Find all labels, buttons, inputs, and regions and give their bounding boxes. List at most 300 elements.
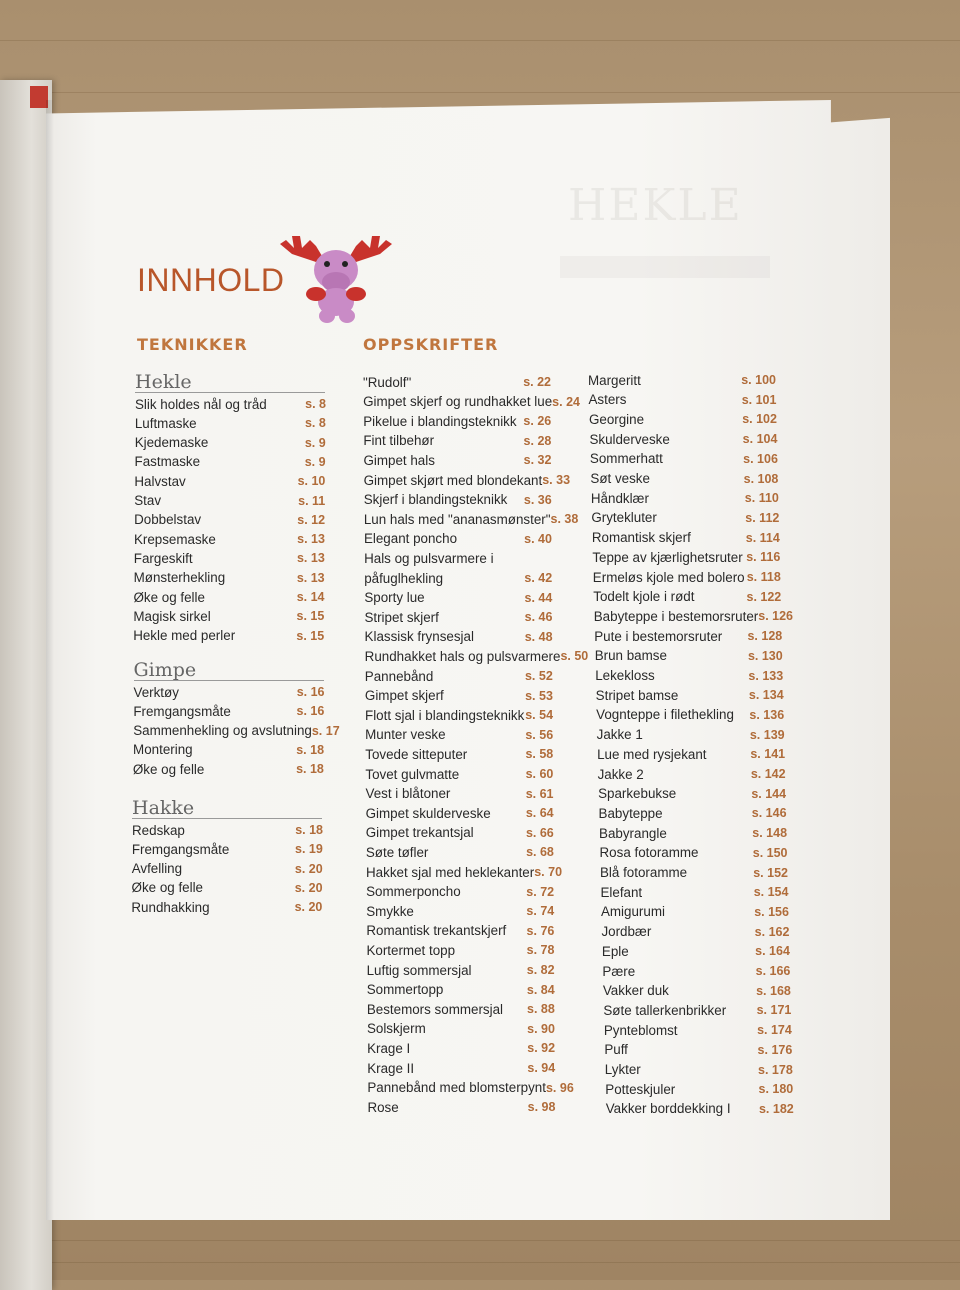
section-heading-oppskrifter: OPPSKRIFTER [363,335,499,354]
toc-entry [593,606,794,626]
toc-entry [364,548,552,568]
toc-entry [367,999,555,1019]
toc-entry [593,567,781,587]
toc-entry [367,960,555,980]
toc-entry [132,839,323,859]
toc-entry [135,394,326,414]
entry-title: Georgine [588,411,645,427]
entry-page-number: s. 166 [755,964,791,978]
toc-entry [589,409,777,429]
toc-entry [600,882,788,902]
toc-entry [364,646,589,666]
entry-title: Fargeskift [133,550,193,566]
entry-page-number: s. 122 [746,589,782,604]
entry-page-number: s. 78 [526,943,555,958]
toc-entry [133,626,324,646]
entry-title: Klassisk frynsesjal [364,629,474,645]
entry-title: Smykke [366,903,414,919]
toc-entry [589,429,777,449]
toc-entry [367,1097,555,1117]
toc-entry [597,744,785,764]
entry-page-number: s. 61 [525,786,554,801]
left-page-edge [0,80,52,1290]
entry-title: Gimpet skjerf [364,688,444,704]
entry-page-number: s. 20 [294,861,323,876]
toc-entry [367,1038,555,1058]
entry-title: Rundhakket hals og pulsvarmere [364,648,561,664]
entry-page-number: s. 8 [305,397,326,411]
entry-page-number: s. 42 [524,571,553,585]
toc-entry [364,568,552,588]
entry-page-number: s. 18 [295,823,323,837]
entry-title: Lue med rysjekant [597,746,707,762]
toc-entry [593,587,781,607]
entry-page-number: s. 52 [524,669,553,683]
entry-title: Pannebånd [364,668,434,684]
toc-entry [135,413,326,433]
page-gutter-shadow [46,100,54,1220]
entry-page-number: s. 26 [523,414,552,429]
toc-entry [365,705,553,725]
entry-title: Puff [604,1042,628,1058]
toc-entry [588,390,776,410]
entry-page-number: s. 168 [756,983,791,998]
entry-page-number: s. 171 [756,1003,792,1018]
toc-entry [605,1079,793,1099]
entry-page-number: s. 94 [527,1061,556,1075]
toc-entry [365,764,553,784]
entry-page-number: s. 178 [758,1062,793,1077]
toc-entry [363,431,551,451]
entry-page-number: s. 19 [295,842,323,857]
toc-entry [364,607,552,627]
toc-entry [597,725,785,745]
entry-title: Gimpet skjørt med blondekant [363,472,543,488]
entry-page-number: s. 98 [527,1100,556,1115]
entry-title: Håndklær [590,490,649,506]
entry-title: Blå fotoramme [600,865,688,880]
entry-page-number: s. 28 [523,433,552,448]
toc-entry [366,823,554,843]
toc-entry [133,701,324,721]
entry-title: Brun bamse [594,648,667,664]
entry-title: Potteskjuler [605,1081,676,1097]
entry-page-number: s. 174 [757,1023,792,1038]
entry-title: Avfelling [131,861,183,877]
entry-page-number: s. 112 [745,510,780,525]
toc-entry [366,803,554,823]
crocheted-moose-icon [272,226,400,326]
entry-page-number: s. 13 [296,551,325,566]
entry-title: Stripet bamse [595,687,679,703]
toc-entry [363,509,579,529]
entry-page-number: s. 58 [525,747,554,762]
toc-entry [133,759,324,779]
entry-title: Gimpet skulderveske [365,805,491,821]
entry-title: Babyrangle [599,825,667,841]
entry-page-number: s. 14 [296,590,325,604]
entry-page-number: s. 130 [747,648,783,663]
entry-page-number: s. 66 [525,825,554,840]
entry-title: Luftmaske [134,415,197,431]
entry-title: Jakke 2 [597,766,644,782]
entry-page-number: s. 20 [294,900,323,915]
entry-title: Rundhakking [131,899,210,915]
toc-entry [134,568,325,588]
entry-title: Pikelue i blandingsteknikk [363,413,517,429]
toc-entry [132,859,323,879]
entry-title: Hals og pulsvarmere i [364,550,494,566]
toc-entry [134,491,325,511]
toc-entry [134,587,325,607]
entry-page-number: s. 16 [296,685,325,699]
entry-title: Søte tallerkenbrikker [603,1002,727,1018]
entry-page-number: s. 82 [526,963,555,977]
entry-title: Gimpet skjerf og rundhakket lue [363,394,553,410]
entry-page-number: s. 139 [749,727,785,742]
entry-page-number: s. 141 [750,747,786,762]
toc-entry [592,528,780,548]
show-through-text [560,256,770,278]
toc-entry [134,548,325,568]
entry-title: "Rudolf" [363,374,412,390]
toc-entry [595,666,783,686]
toc-entry [598,784,786,804]
entry-title: Babyteppe i bestemorsruter [593,608,759,624]
entry-page-number: s. 133 [748,668,784,683]
toc-entry [598,764,786,784]
entry-page-number: s. 10 [297,474,326,489]
entry-title: Vakker borddekking I [605,1101,731,1117]
toc-entry [135,433,326,453]
entry-page-number: s. 144 [751,786,787,801]
entry-page-number: s. 22 [523,375,551,389]
entry-title: Stripet skjerf [364,609,439,625]
entry-page-number: s. 13 [296,570,325,585]
entry-page-number: s. 50 [560,649,589,664]
entry-page-number: s. 11 [298,493,326,508]
entry-title: Fremgangsmåte [131,841,230,857]
entry-page-number: s. 70 [534,865,563,879]
toc-entry [604,1040,792,1060]
entry-page-number: s. 48 [524,629,553,644]
toc-entry [596,705,784,725]
entry-title: Sommerponcho [366,884,461,900]
toc-entry [366,862,563,882]
entry-title: Grytekluter [591,510,657,526]
show-through-title: HEKLE [568,180,743,231]
entry-page-number: s. 150 [752,845,788,860]
toc-entry [601,902,789,922]
entry-title: Eple [601,943,629,959]
toc-entry [133,606,324,626]
entry-title: Babyteppe [598,805,663,821]
entry-title: Sporty lue [364,590,425,606]
entry-title: Sammenhekling og avslutning [133,723,312,739]
entry-title: Rosa fotoramme [599,845,699,861]
entry-title: Skulderveske [589,431,670,447]
entry-page-number: s. 152 [753,865,788,880]
entry-title: Redskap [132,822,185,838]
entry-page-number: s. 15 [296,628,325,643]
entry-page-number: s. 136 [749,707,785,722]
entry-page-number: s. 180 [758,1082,794,1097]
subsection-heading: Hakke [132,798,322,819]
toc-entry [594,626,782,646]
entry-title: Hakket sjal med heklekanter [366,864,535,880]
toc-entry [603,981,791,1001]
entry-title: Øke og felle [131,880,204,896]
entry-title: Lykter [604,1062,641,1077]
entry-title: Fastmaske [134,454,201,470]
entry-title: Rose [367,1099,399,1115]
entry-page-number: s. 106 [743,451,778,466]
toc-entry [366,921,554,941]
toc-entry [606,1099,794,1119]
entry-title: Tovede sitteputer [365,746,468,762]
toc-entry [364,588,552,608]
entry-title: Halvstav [134,473,186,489]
toc-entry [591,488,779,508]
entry-title: Sommertopp [366,982,444,998]
entry-page-number: s. 16 [296,704,325,719]
entry-page-number: s. 88 [527,1002,555,1017]
entry-title: Magisk sirkel [133,608,211,624]
entry-title: Vest i blåtoner [365,786,451,802]
toc-entry [365,725,553,745]
entry-title: Pynteblomst [603,1022,678,1038]
entry-title: Ermeløs kjole med bolero [592,569,745,585]
entry-page-number: s. 40 [524,531,552,546]
entry-page-number: s. 84 [526,982,555,997]
toc-entry [605,1060,793,1080]
entry-page-number: s. 15 [296,609,325,624]
entry-title: Pute i bestemorsruter [594,628,723,644]
page-title: INNHOLD [137,262,285,298]
entry-title: Elefant [600,884,643,900]
toc-entry [600,863,788,883]
entry-page-number: s. 12 [297,512,326,527]
entry-title: Todelt kjole i rødt [593,589,695,605]
entry-title: Pære [602,963,636,979]
toc-entry [134,471,325,491]
toc-entry [600,843,788,863]
toc-entry [366,882,554,902]
entry-page-number: s. 72 [526,884,555,899]
entry-title: Øke og felle [132,761,205,777]
entry-title: Pannebånd med blomsterpynt [367,1080,546,1096]
entry-page-number: s. 182 [758,1101,794,1116]
toc-entry [364,490,552,510]
entry-title: Margeritt [588,372,641,388]
entry-page-number: s. 46 [524,610,553,625]
entry-page-number: s. 154 [753,885,789,900]
entry-title: Gimpet trekantsjal [365,825,474,841]
entry-title: Elegant poncho [363,531,458,547]
entry-page-number: s. 104 [742,432,778,447]
entry-title: Sparkebukse [598,786,677,802]
entry-title: Hekle med perler [133,628,236,644]
entry-page-number: s. 92 [527,1041,556,1056]
entry-page-number: s. 38 [550,512,579,527]
toc-entry [590,449,778,469]
toc-entry [367,1019,555,1039]
entry-page-number: s. 100 [741,373,776,387]
toc-entry [134,682,325,702]
toc-entry [132,878,323,898]
entry-page-number: s. 142 [750,767,786,781]
entry-page-number: s. 53 [525,688,553,703]
toc-entry [363,411,551,431]
entry-title: Stav [134,493,162,508]
entry-page-number: s. 156 [754,904,789,919]
entry-title: Fint tilbehør [363,433,435,449]
toc-entry [599,803,787,823]
toc-entry [134,529,325,549]
entry-title: Øke og felle [133,589,205,605]
entry-title: Munter veske [365,727,446,743]
entry-title: Dobbelstav [134,512,202,528]
toc-entry [365,666,553,686]
toc-entry [131,897,322,917]
entry-page-number: s. 96 [545,1080,574,1095]
entry-page-number: s. 64 [525,806,554,821]
toc-entry [363,450,551,470]
entry-page-number: s. 102 [742,412,777,427]
toc-entry [367,980,555,1000]
entry-page-number: s. 76 [526,923,555,938]
toc-entry [366,940,554,960]
toc-entry [367,1078,574,1098]
toc-entry [133,740,324,760]
entry-title: Mønsterhekling [133,570,226,586]
toc-entry [363,470,571,490]
entry-title: Romantisk skjerf [591,530,691,546]
entry-page-number: s. 18 [296,762,324,777]
entry-page-number: s. 90 [527,1021,555,1036]
entry-page-number: s. 24 [552,394,580,409]
entry-page-number: s. 44 [524,590,553,605]
entry-title: Krepsemaske [133,531,216,547]
toc-entry [602,941,790,961]
entry-page-number: s. 54 [525,708,554,723]
entry-title: Kjedemaske [134,435,209,451]
entry-title: Lekekloss [595,668,655,683]
entry-page-number: s. 8 [304,416,326,431]
entry-page-number: s. 56 [525,727,554,742]
entry-page-number: s. 134 [748,688,784,703]
toc-entry [603,1000,791,1020]
toc-entry [367,1058,555,1078]
section-heading-teknikker: TEKNIKKER [137,335,248,354]
entry-page-number: s. 9 [304,435,326,450]
toc-entry [366,901,554,921]
toc-entry [366,842,554,862]
entry-page-number: s. 118 [746,570,781,584]
toc-entry [604,1020,792,1040]
toc-entry [366,784,554,804]
toc-entry [595,646,783,666]
entry-title: Verktøy [133,684,179,700]
entry-page-number: s. 108 [743,471,779,486]
entry-title: Søt veske [590,471,650,486]
entry-title: Asters [588,392,627,408]
entry-title: Solskjerm [366,1021,426,1037]
toc-entry [601,922,789,942]
entry-page-number: s. 146 [751,806,787,821]
entry-page-number: s. 60 [525,767,554,781]
entry-page-number: s. 18 [296,742,325,757]
subsection-heading: Gimpe [134,660,324,681]
entry-title: Teppe av kjærlighetsruter [592,549,743,565]
subsection-heading: Hekle [135,372,325,393]
entry-page-number: s. 101 [741,392,777,407]
entry-page-number: s. 20 [294,880,323,895]
entry-title: Montering [133,742,193,758]
entry-title: Vakker duk [602,983,669,999]
toc-entry [588,370,776,390]
entry-page-number: s. 17 [311,723,340,738]
toc-entry [134,510,325,530]
entry-page-number: s. 148 [752,826,788,841]
entry-page-number: s. 110 [744,491,779,506]
toc-entry [133,721,340,741]
entry-page-number: s. 126 [758,609,794,624]
toc-entry [599,823,787,843]
entry-page-number: s. 13 [297,532,325,547]
entry-title: Jakke 1 [596,727,643,743]
entry-page-number: s. 128 [747,629,783,644]
entry-title: Gimpet hals [363,452,435,468]
entry-page-number: s. 164 [755,944,790,959]
entry-title: Skjerf i blandingsteknikk [363,492,508,508]
toc-entry [363,372,551,392]
entry-title: Slik holdes nål og tråd [135,396,267,412]
entry-page-number: s. 74 [526,904,555,919]
toc-entry [590,469,778,489]
entry-page-number: s. 36 [523,492,552,507]
toc-entry [365,686,553,706]
entry-page-number: s. 176 [757,1042,793,1057]
entry-title: Bestemors sommersjal [366,1001,503,1017]
toc-entry [591,508,779,528]
toc-entry [135,452,326,472]
toc-entry [592,547,780,567]
entry-page-number: s. 32 [523,453,552,468]
entry-page-number: s. 162 [754,924,790,939]
entry-title: Fremgangsmåte [133,703,231,719]
toc-entry [363,392,580,412]
entry-title: Krage II [367,1060,415,1076]
toc-entry [132,820,323,840]
entry-page-number: s. 114 [745,530,780,545]
entry-title: Flott sjal i blandingsteknikk [365,707,525,723]
entry-page-number: s. 116 [746,550,781,565]
entry-title: Romantisk trekantskjerf [366,923,507,939]
entry-title: Lun hals med "ananasmønster" [363,511,551,527]
entry-page-number: s. 68 [526,845,554,860]
toc-entry [364,529,552,549]
entry-title: Vognteppe i filethekling [596,707,734,723]
entry-title: påfuglhekling [364,570,444,586]
entry-title: Amigurumi [600,904,665,920]
entry-page-number: s. 33 [542,473,571,487]
entry-page-number: s. 9 [304,454,326,469]
toc-entry [365,627,553,647]
entry-title: Krage I [367,1040,411,1056]
entry-title: Sommerhatt [589,451,663,467]
toc-entry [602,961,790,981]
